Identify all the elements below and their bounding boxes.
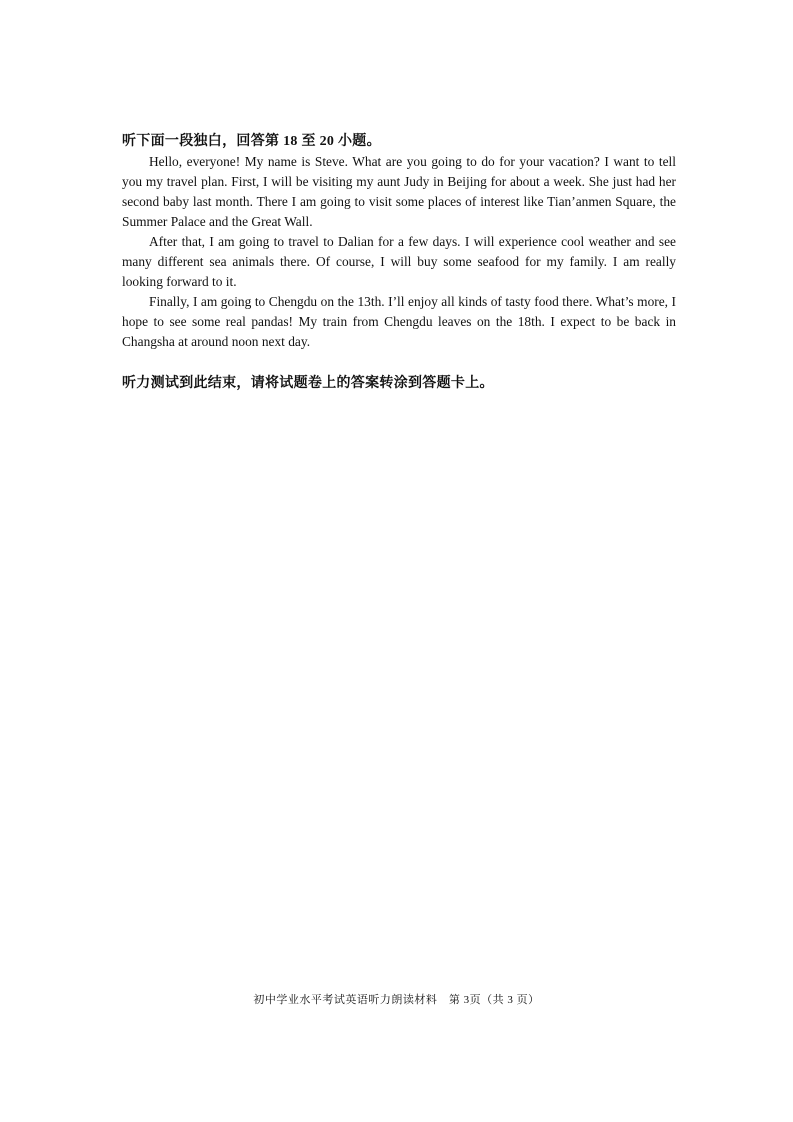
page-footer: 初中学业水平考试英语听力朗读材料 第 3页（共 3 页） <box>253 994 540 1006</box>
monologue-paragraph-2: After that, I am going to travel to Dalian for a few days. I will experience cool weather and see many different sea animals there. Of course, I will buy some seafood for my family. I am really looking forward to it. <box>122 234 676 289</box>
monologue-paragraph-3: Finally, I am going to Chengdu on the 13th. I’ll enjoy all kinds of tasty food there. What’s more, I hope to see some real pandas! My train from Chengdu leaves on the 18th. I expect to be back in Changsha at around noon next day. <box>122 294 676 349</box>
monologue-paragraph-1: Hello, everyone! My name is Steve. What are you going to do for your vacation? I want to tell you my travel plan. First, I will be visiting my aunt Judy in Beijing for about a week. She just had her second baby last month. There I am going to visit some places of interest like Tian’anmen Square, the Summer Palace and the Great Wall. <box>122 154 676 229</box>
section-heading: 听下面一段独白，回答第 18 至 20 小题。 <box>122 134 381 149</box>
listening-section <box>122 132 676 352</box>
end-of-test-note: 听力测试到此结束，请将试题卷上的答案转涂到答题卡上。 <box>122 376 494 391</box>
